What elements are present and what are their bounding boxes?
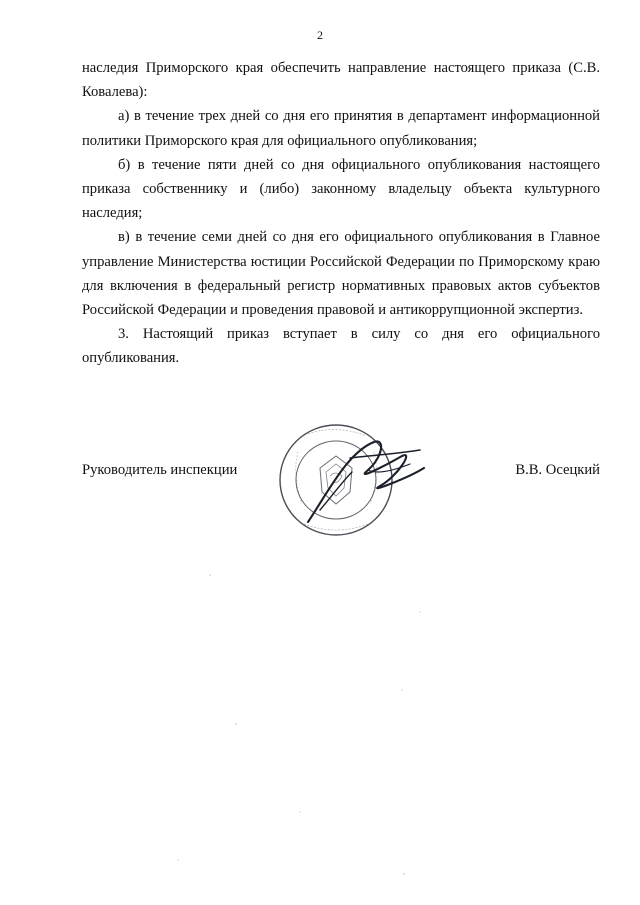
signatory-name: В.В. Осецкий [515, 462, 600, 478]
official-seal-stamp [268, 412, 440, 542]
paragraph-intro: наследия Приморского края обеспечить направление настоящего приказа (С.В. Ковалева): [82, 60, 600, 101]
page-number: 2 [317, 28, 323, 42]
paragraph-item-b: б) в течение пяти дней со дня официального опубликования настоящего приказа собственнику и (либо) законному владельцу объекта культурного наследия; [82, 156, 600, 222]
signatory-role: Руководитель инспекции [82, 462, 238, 478]
paragraph-item-a: а) в течение трех дней со дня его принятия в департамент информационной политики Приморского края для официального опубликования; [82, 108, 600, 149]
document-body [82, 56, 600, 371]
paragraph-clause-3: 3. Настоящий приказ вступает в силу со дня его официального опубликования. [82, 326, 600, 367]
paragraph-item-c: в) в течение семи дней со дня его официального опубликования в Главное управление Министерства юстиции Российской Федерации по Приморскому краю для включения в федеральный регистр нормативных правовых актов субъектов Российской Федерации и проведения правовой и антикоррупционной экспертиз. [82, 229, 600, 319]
